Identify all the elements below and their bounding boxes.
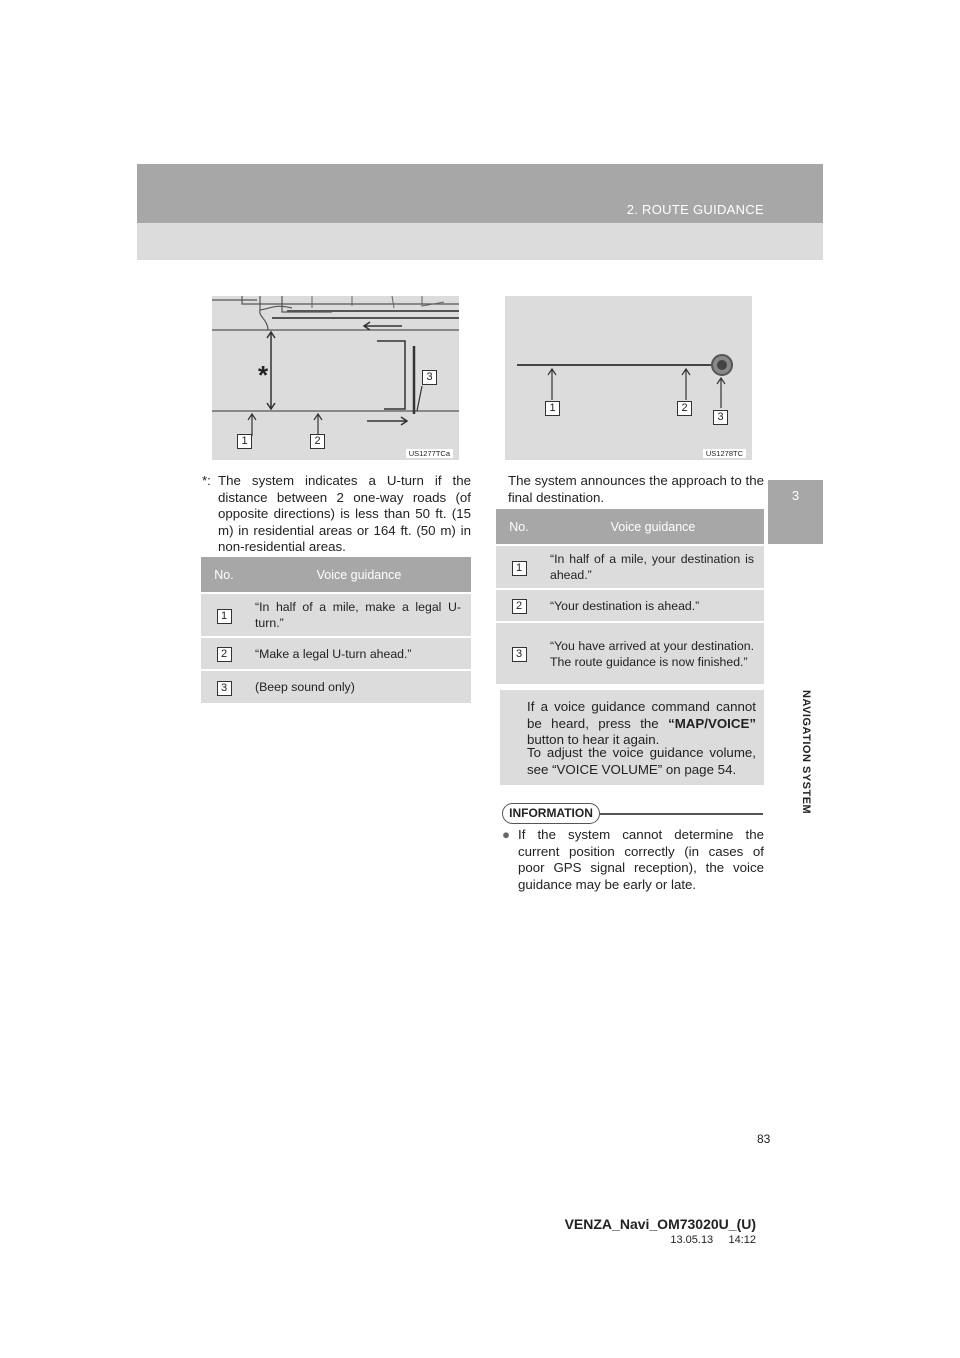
row-number: 2 — [217, 647, 232, 662]
row-number: 3 — [512, 647, 527, 662]
column-header-voice-guidance: Voice guidance — [542, 509, 764, 545]
section-title: 2. ROUTE GUIDANCE — [626, 202, 764, 217]
column-header-no: No. — [201, 557, 247, 593]
callout-2: 2 — [310, 434, 325, 449]
guidance-text: “In half of a mile, make a legal U-turn.” — [247, 593, 471, 637]
note-item — [510, 699, 756, 749]
note-text-before: If a voice guidance command cannot be heard, press the — [527, 699, 756, 731]
guidance-text: “In half of a mile, your destination is ahead.” — [542, 545, 764, 589]
chapter-label-text: NAVIGATION SYSTEM — [800, 690, 812, 815]
note-item — [510, 745, 756, 778]
page-number: 83 — [757, 1132, 771, 1146]
guidance-text: “You have arrived at your destination. The route guidance is now finished.” — [542, 622, 764, 684]
footnote-text: The system indicates a U-turn if the distance between 2 one-way roads (of opposite directions) is less than 50 ft. (15 m) in residential areas or 164 ft. (50 m) in non-residential areas. — [218, 473, 471, 554]
note-text-after: button to hear it again. — [527, 732, 660, 747]
destination-route-illustration — [505, 296, 752, 460]
guidance-text: “Your destination is ahead.” — [542, 589, 764, 622]
document-id: VENZA_Navi_OM73020U_(U) — [564, 1216, 756, 1232]
destination-guidance-table — [496, 509, 764, 684]
uturn-footnote — [202, 473, 471, 556]
intro-text: The system announces the approach to the final destination. — [508, 473, 764, 505]
destination-intro — [495, 473, 764, 506]
figure-code: US1278TC — [703, 449, 746, 458]
destination-figure — [505, 296, 752, 460]
information-text: If the system cannot determine the current position correctly (in cases of poor GPS signal reception), the voice guidance may be early or late. — [518, 827, 764, 892]
table-row — [201, 670, 471, 703]
information-item — [502, 827, 764, 893]
table-row — [201, 637, 471, 670]
callout-3: 3 — [422, 370, 437, 385]
guidance-text: “Make a legal U-turn ahead.” — [247, 637, 471, 670]
header-subband — [137, 223, 823, 260]
row-number: 1 — [512, 561, 527, 576]
column-header-voice-guidance: Voice guidance — [247, 557, 471, 593]
chapter-label — [800, 550, 816, 815]
table-row — [496, 589, 764, 622]
table-row — [201, 593, 471, 637]
chapter-number-tab: 3 — [768, 480, 823, 544]
figure-code: US1277TCa — [406, 449, 453, 458]
callout-1: 1 — [237, 434, 252, 449]
row-number: 2 — [512, 599, 527, 614]
guidance-text: (Beep sound only) — [247, 670, 471, 703]
notes-box — [500, 690, 764, 785]
information-label: INFORMATION — [502, 803, 600, 824]
map-voice-button-label: “MAP/VOICE” — [668, 715, 756, 731]
information-divider — [600, 813, 763, 815]
uturn-guidance-table — [201, 557, 471, 703]
circle-bullet-icon: ● — [502, 827, 511, 842]
table-row — [496, 545, 764, 589]
note-text: To adjust the voice guidance volume, see “VOICE VOLUME” on page 54. — [527, 745, 756, 777]
timestamp: 13.05.13 14:12 — [670, 1234, 756, 1246]
row-number: 1 — [217, 609, 232, 624]
callout-2: 2 — [677, 401, 692, 416]
row-number: 3 — [217, 681, 232, 696]
asterisk-label: * — [258, 360, 269, 390]
callout-1: 1 — [545, 401, 560, 416]
footnote-marker: *: — [202, 473, 211, 488]
uturn-figure — [212, 296, 459, 460]
column-header-no: No. — [496, 509, 542, 545]
table-row — [496, 622, 764, 684]
callout-3: 3 — [713, 410, 728, 425]
